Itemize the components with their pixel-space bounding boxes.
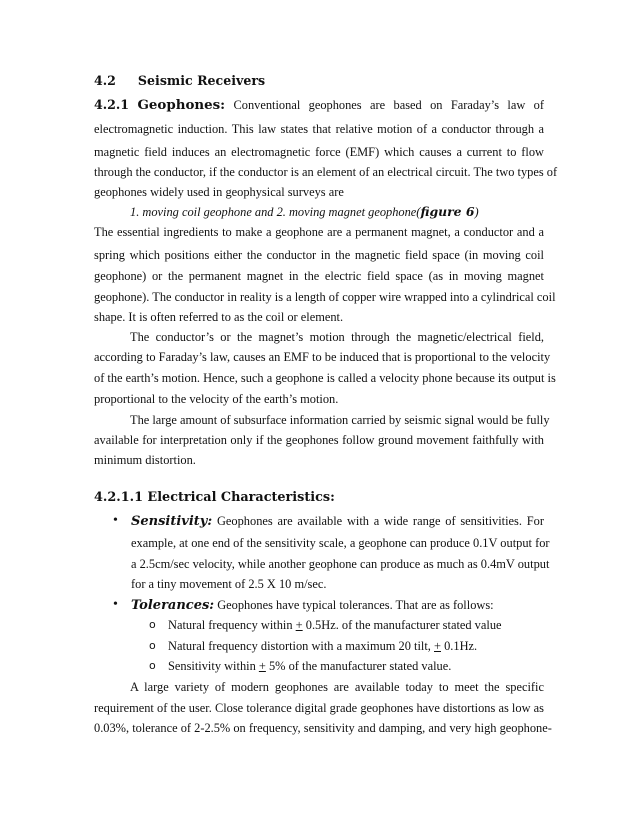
para2-line5: shape. It is often referred to as the coil or element. (94, 310, 344, 324)
tolerances-text: Geophones have typical tolerances. That are as follows: (217, 598, 494, 612)
bullet-tolerances: • (113, 597, 118, 612)
tolerance-3-pre: Sensitivity within (168, 659, 259, 673)
sensitivity-line1 (131, 513, 544, 530)
sub-bullet-2: o (149, 639, 156, 652)
para1-line4: through the conductor, if the conductor is an element of an electrical circuit. The two types of (94, 165, 558, 179)
sub-bullet-1: o (149, 618, 156, 631)
para3-line1: The conductor’s or the magnet’s motion through the magnetic/electrical field, (130, 330, 544, 344)
sub-bullet-3: o (149, 659, 156, 672)
subsubsection-heading (94, 489, 544, 506)
para3-line2: according to Faraday’s law, causes an EMF to be induced that is proportional to the velocity (94, 350, 551, 364)
tolerance-item-3 (168, 658, 544, 674)
tolerance-3-post: 5% of the manufacturer stated value. (265, 659, 452, 673)
para2-line3: geophone) or the permanent magnet in the electric field space (as in moving magnet (94, 269, 544, 283)
section-title: Seismic Receivers (137, 73, 266, 88)
para2-line1: The essential ingredients to make a geophone are a permanent magnet, a conductor and a (94, 225, 544, 239)
section-heading (94, 73, 544, 89)
para1-line1: Conventional geophones are based on Faraday’s law of (233, 98, 544, 112)
para1-line5: geophones widely used in geophysical surveys are (94, 185, 344, 199)
geophone-types-line (130, 204, 510, 220)
types-text: 1. moving coil geophone and 2. moving magnet geophone( (130, 205, 421, 219)
tolerance-1-post: 0.5Hz. of the manufacturer stated value (302, 618, 502, 632)
tolerance-2-post: 0.1Hz. (441, 639, 478, 653)
para5-line3: 0.03%, tolerance of 2-2.5% on frequency, sensitivity and damping, and very high geophone- (94, 721, 552, 735)
tolerance-item-1 (168, 617, 544, 633)
tolerance-item-2 (168, 638, 544, 654)
tolerance-3-plusminus: + (258, 659, 266, 673)
para2-line2: spring which positions either the conductor in the magnetic field space (in moving coil (94, 248, 544, 262)
figure-reference: figure 6 (420, 204, 475, 219)
para1-line2: electromagnetic induction. This law states that relative motion of a conductor through a (94, 122, 544, 136)
para4-line2: available for interpretation only if the geophones follow ground movement faithfully with (94, 433, 544, 447)
tolerance-1-pre: Natural frequency within (168, 618, 296, 632)
tolerance-1-plusminus: + (295, 618, 303, 632)
tolerances-term: Tolerances: (131, 598, 215, 613)
sensitivity-line3: a 2.5cm/sec velocity, while another geophone can produce as much as 0.4mV output (131, 557, 550, 571)
para2-line4: geophone). The conductor in reality is a length of copper wire wrapped into a cylindrical coil (94, 290, 556, 304)
tolerances-line (131, 597, 544, 614)
section-number: 4.2 (94, 73, 116, 88)
para5-line1: A large variety of modern geophones are available today to meet the specific (130, 680, 544, 694)
para3-line4: proportional to the velocity of the earth’s motion. (94, 392, 339, 406)
sensitivity-line2: example, at one end of the sensitivity scale, a geophone can produce 0.1V output for (131, 536, 550, 550)
subsection-title: Geophones: (137, 97, 226, 113)
sensitivity-text: Geophones are available with a wide range of sensitivities. For (216, 514, 544, 528)
subsection-line (94, 97, 544, 113)
para4-line1: The large amount of subsurface information carried by seismic signal would be fully (130, 413, 550, 427)
tolerance-2-plusminus: + (434, 639, 441, 653)
sensitivity-term: Sensitivity: (131, 514, 213, 529)
tolerance-2-pre: Natural frequency distortion with a maximum 20 tilt, (168, 639, 434, 653)
sensitivity-line4: for a tiny movement of 2.5 X 10 m/sec. (131, 577, 327, 591)
para5-line2: requirement of the user. Close tolerance digital grade geophones have distortions as low as (94, 701, 544, 715)
para1-line3: magnetic field induces an electromagnetic force (EMF) which causes a current to flow (94, 145, 544, 159)
bullet-sensitivity: • (113, 513, 118, 528)
types-close: ) (474, 205, 479, 219)
para4-line3: minimum distortion. (94, 453, 196, 467)
subsubsection-title: 4.2.1.1 Electrical Characteristics: (94, 490, 335, 505)
para3-line3: of the earth’s motion. Hence, such a geophone is called a velocity phone because its output is (94, 371, 556, 385)
subsection-number: 4.2.1 (94, 97, 130, 112)
